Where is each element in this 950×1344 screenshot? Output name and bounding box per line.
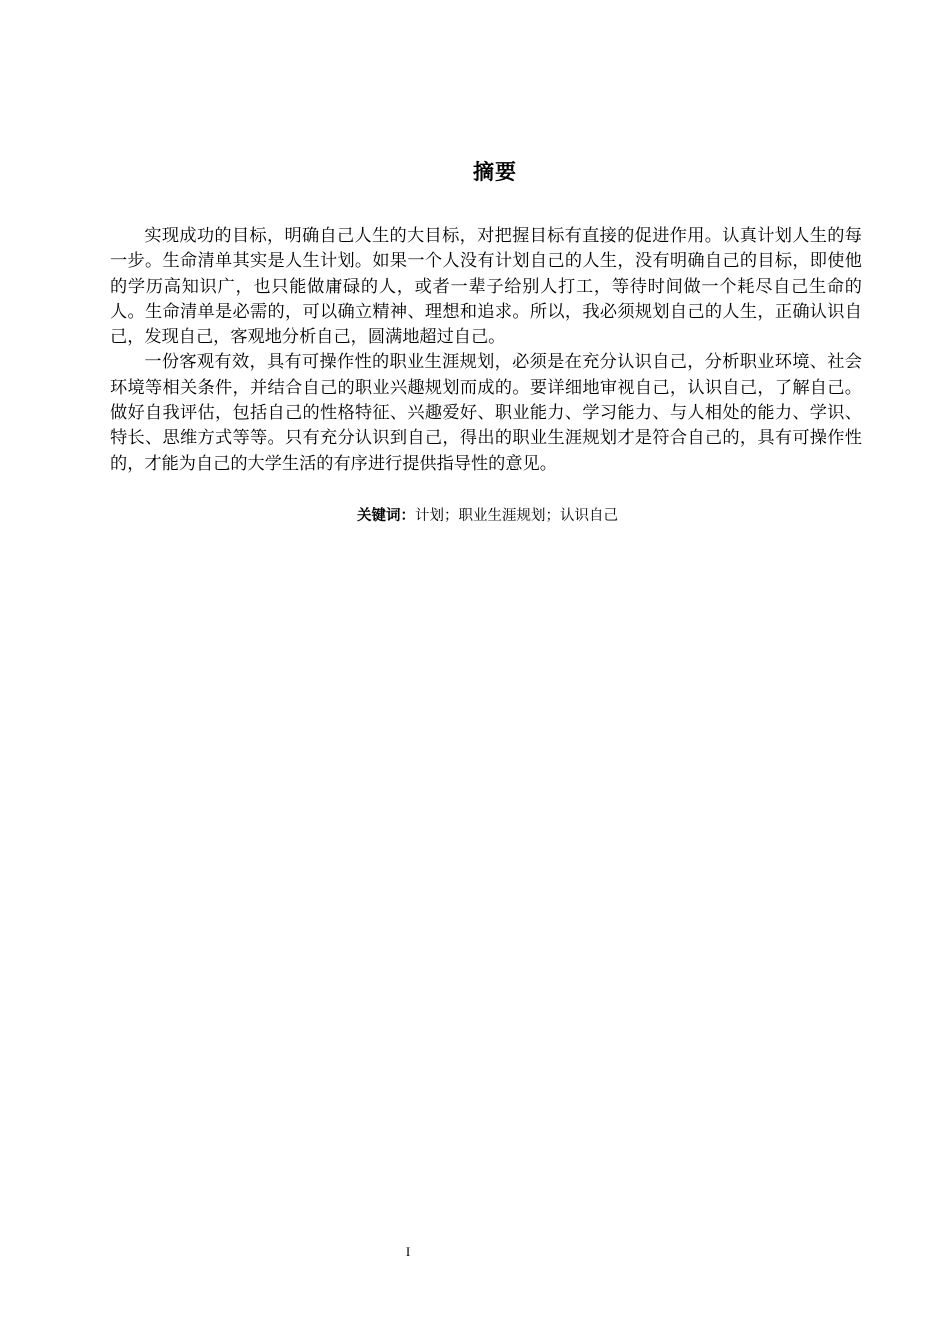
keywords-line (0, 505, 950, 527)
abstract-paragraph-2: 一份客观有效，具有可操作性的职业生涯规划，必须是在充分认识自己，分析职业环境、社会环境等相关条件，并结合自己的职业兴趣规划而成的。要详细地审视自己，认识自己，了解自己。做好自我评估，包括自己的性格特征、兴趣爱好、职业能力、学习能力、与人相处的能力、学识、特长、思维方式等等。只有充分认识到自己，得出的职业生涯规划才是符合自己的，具有可操作性的，才能为自己的大学生活的有序进行提供指导性的意见。 (110, 352, 862, 474)
keywords-label: 关键词： (357, 508, 415, 524)
page-number: I (405, 1244, 411, 1259)
abstract-body (110, 224, 862, 477)
page-title: 摘要 (473, 160, 517, 184)
abstract-paragraph-1: 实现成功的目标，明确自己人生的大目标，对把握目标有直接的促进作用。认真计划人生的每一步。生命清单其实是人生计划。如果一个人没有计划自己的人生，没有明确自己的目标，即使他的学历高知识广，也只能做庸碌的人，或者一辈子给别人打工，等待时间做一个耗尽自己生命的人。生命清单是必需的，可以确立精神、理想和追求。所以，我必须规划自己的人生，正确认识自己，发现自己，客观地分析自己，圆满地超过自己。 (110, 226, 862, 348)
keywords-text: 计划；职业生涯规划；认识自己 (415, 508, 618, 524)
